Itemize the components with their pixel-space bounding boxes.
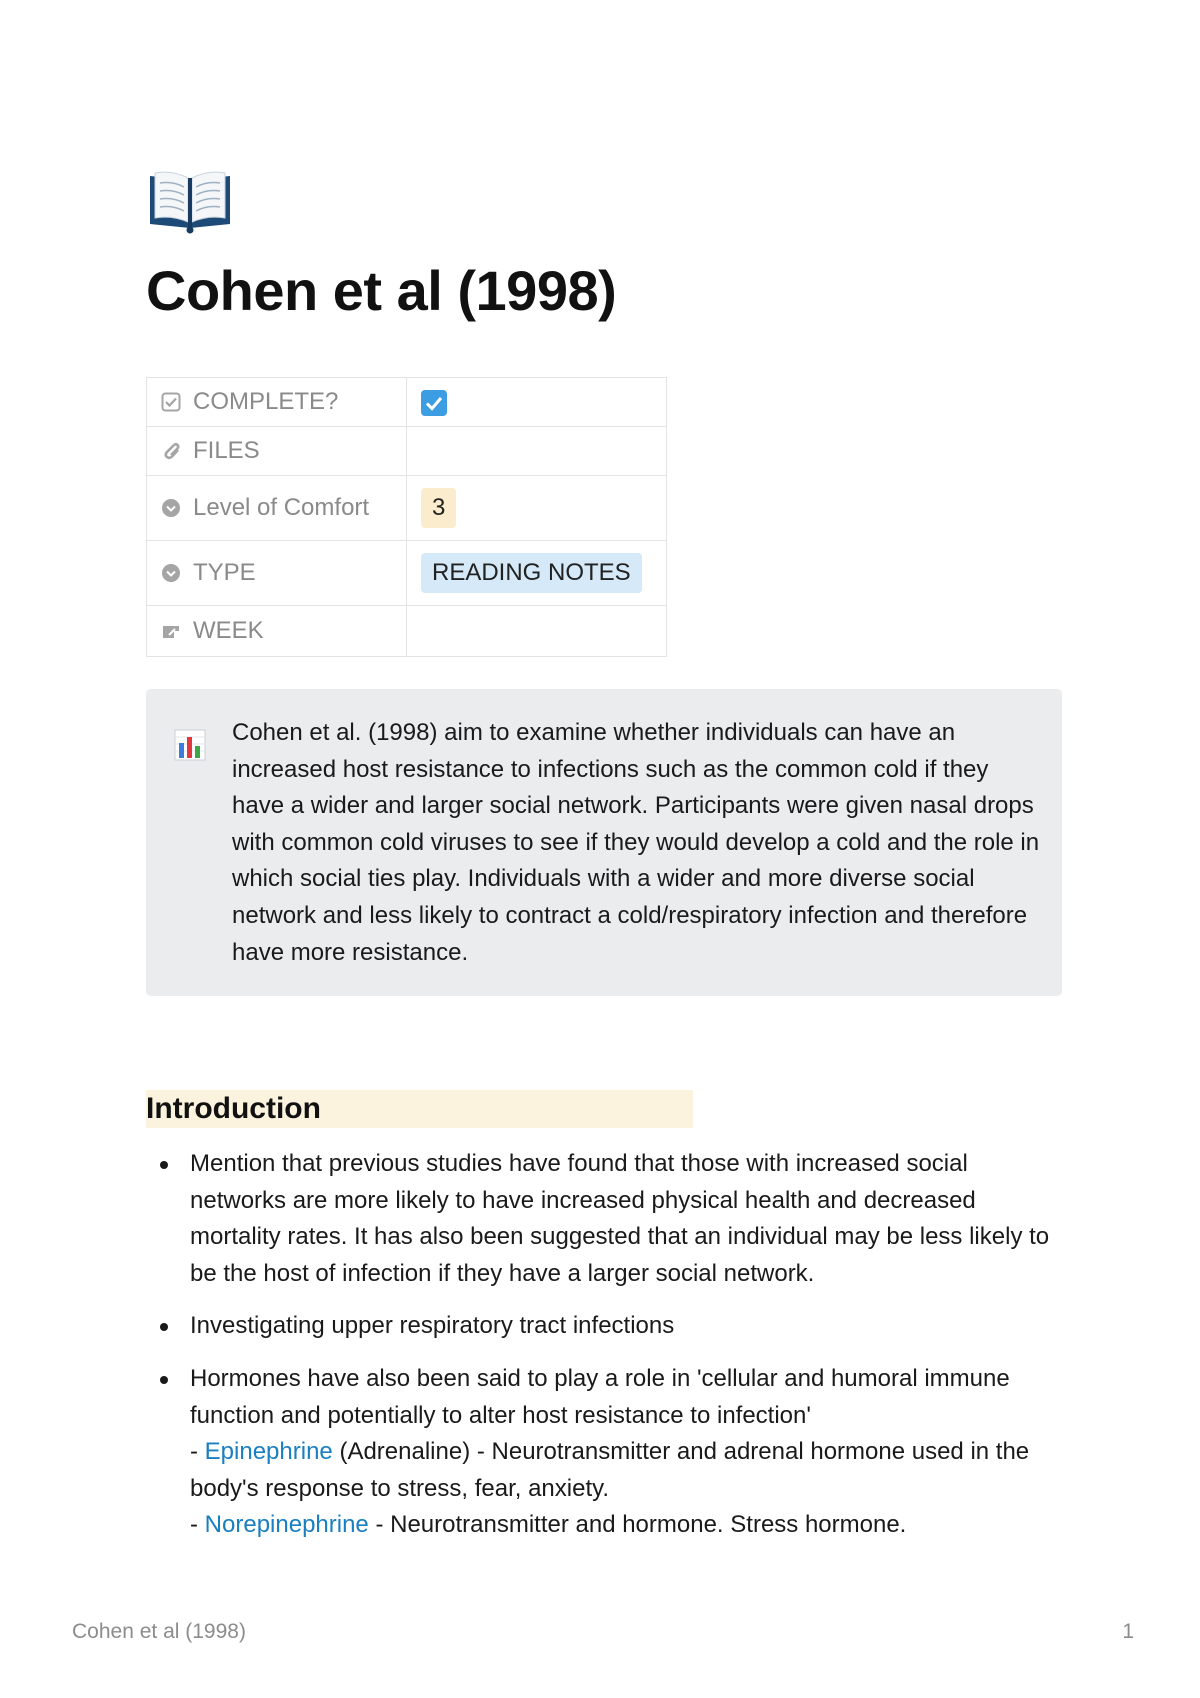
property-row-complete (147, 378, 667, 427)
introduction-list (146, 1146, 1066, 1560)
list-item: Mention that previous studies have found that those with increased social networks are more likely to have increased physical health and decreased mortality rates. It has also been suggested that an individual may be less likely to be the host of infection if they have a larger social network. (146, 1146, 1066, 1292)
property-key (147, 606, 407, 657)
property-value (407, 476, 667, 541)
norepinephrine-link[interactable]: Norepinephrine (204, 1511, 369, 1539)
epinephrine-description: (Adrenaline) - Neurotransmitter and adrenal hormone used in the body's response to stress, fear, anxiety. (190, 1438, 1030, 1502)
list-item (146, 1361, 1066, 1544)
dash: - (190, 1438, 205, 1466)
property-value-files[interactable] (407, 427, 667, 476)
epinephrine-link[interactable]: Epinephrine (204, 1438, 333, 1466)
hormones-text: Hormones have also been said to play a role in 'cellular and humoral immune function and potentially to alter host resistance to infection' (190, 1364, 1010, 1429)
property-value (407, 378, 667, 427)
select-property-icon (161, 563, 181, 583)
property-label-type: TYPE (193, 559, 256, 586)
page-number: 1 (1122, 1620, 1134, 1643)
checkbox-property-icon (161, 392, 181, 412)
open-book-icon (146, 168, 234, 234)
section-heading-introduction: Introduction (146, 1090, 693, 1128)
property-row-comfort (147, 476, 667, 541)
property-key (147, 476, 407, 541)
properties-table (146, 377, 667, 657)
property-row-week (147, 606, 667, 657)
property-label-files: FILES (193, 437, 260, 464)
norepinephrine-description: - Neurotransmitter and hormone. Stress hormone. (368, 1511, 907, 1539)
complete-checkbox[interactable] (421, 390, 447, 416)
summary-callout (146, 689, 1062, 996)
bar-chart-icon (174, 729, 206, 761)
property-value-week[interactable] (407, 606, 667, 657)
property-value (407, 541, 667, 606)
dash: - (190, 1511, 205, 1539)
property-row-type (147, 541, 667, 606)
property-label-complete: COMPLETE? (193, 388, 339, 415)
relation-arrow-icon (161, 621, 181, 641)
type-tag[interactable]: READING NOTES (421, 553, 642, 593)
paperclip-icon (161, 441, 181, 461)
list-item: Investigating upper respiratory tract infections (146, 1308, 1066, 1345)
footer-title: Cohen et al (1998) (72, 1620, 246, 1643)
select-property-icon (161, 498, 181, 518)
property-key (147, 541, 407, 606)
property-row-files (147, 427, 667, 476)
callout-text: Cohen et al. (1998) aim to examine whether individuals can have an increased host resistance to infections such as the common cold if they have a wider and larger social network. Participants were given nasal drops with common cold viruses to see if they would develop a cold and the role in which social ties play. Individuals with a wider and more diverse social network and less likely to contract a cold/respiratory infection and therefore have more resistance. (232, 719, 1040, 966)
comfort-tag[interactable]: 3 (421, 488, 456, 528)
property-label-comfort: Level of Comfort (193, 494, 370, 521)
page-title: Cohen et al (1998) (146, 259, 617, 322)
property-label-week: WEEK (193, 617, 264, 644)
property-key (147, 378, 407, 427)
check-icon (421, 390, 447, 416)
property-key (147, 427, 407, 476)
